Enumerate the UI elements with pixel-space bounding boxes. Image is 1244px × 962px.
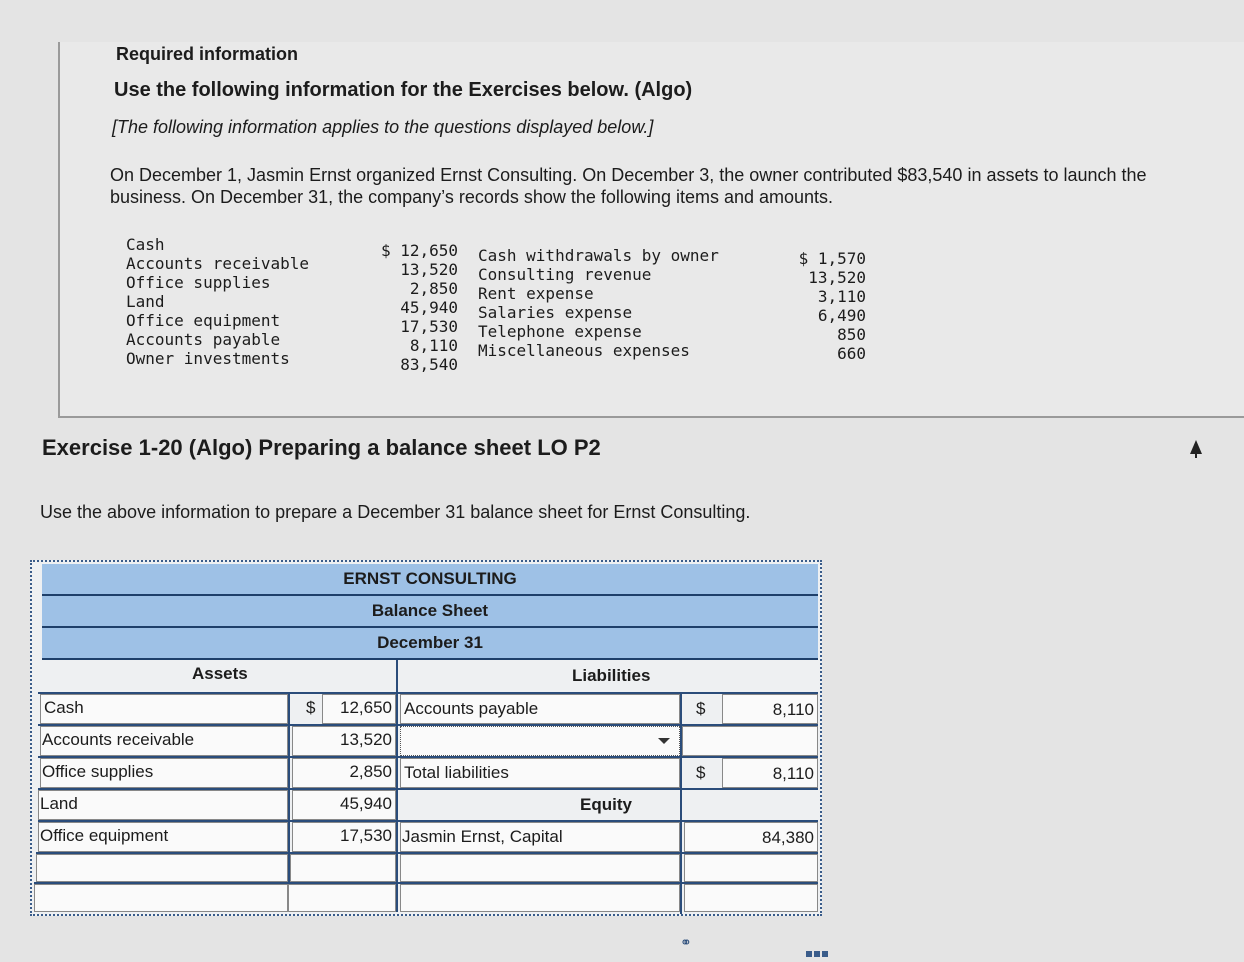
equity-value: 84,380 bbox=[762, 828, 814, 847]
item-label: Land bbox=[126, 292, 165, 311]
use-info-title: Use the following information for the Exercises below. (Algo) bbox=[114, 79, 693, 101]
balance-sheet bbox=[30, 560, 822, 916]
grid-icon[interactable] bbox=[806, 944, 830, 962]
equity-label: Jasmin Ernst, Capital bbox=[402, 827, 563, 846]
chevron-down-icon[interactable] bbox=[658, 738, 670, 744]
asset-value: 2,850 bbox=[349, 762, 392, 781]
liability-value: 8,110 bbox=[772, 700, 814, 719]
item-label: Cash bbox=[126, 235, 165, 254]
total-assets-value-input[interactable] bbox=[288, 884, 396, 912]
equity-value-input[interactable] bbox=[684, 854, 818, 882]
assets-heading: Assets bbox=[192, 664, 248, 683]
right-item-labels bbox=[478, 246, 719, 360]
item-value: 17,530 bbox=[400, 317, 458, 336]
item-label: Accounts payable bbox=[126, 330, 281, 349]
item-label: Telephone expense bbox=[478, 322, 642, 341]
exercise-title: Exercise 1-20 (Algo) Preparing a balance sheet LO P2 bbox=[42, 435, 601, 460]
item-value: 83,540 bbox=[400, 355, 458, 374]
item-value: 13,520 bbox=[400, 260, 458, 279]
dollar-sign: $ bbox=[306, 698, 316, 717]
asset-label: Office equipment bbox=[40, 826, 169, 845]
right-item-values bbox=[784, 249, 866, 363]
liability-value-input[interactable] bbox=[682, 726, 818, 756]
item-label: Cash withdrawals by owner bbox=[478, 246, 719, 265]
dollar-sign: $ bbox=[696, 763, 706, 782]
item-label: Office supplies bbox=[126, 273, 271, 292]
item-value: 2,850 bbox=[409, 279, 458, 298]
total-liabilities-value: 8,110 bbox=[772, 764, 814, 783]
item-label: Office equipment bbox=[126, 311, 281, 330]
navigation-bar bbox=[500, 930, 880, 960]
asset-label: Cash bbox=[44, 698, 84, 717]
item-value: $ 12,650 bbox=[380, 241, 458, 260]
mouse-cursor-icon bbox=[1190, 440, 1202, 454]
item-label: Salaries expense bbox=[478, 303, 633, 322]
asset-value: 13,520 bbox=[340, 730, 392, 749]
total-assets-label-input[interactable] bbox=[34, 884, 288, 912]
item-label: Consulting revenue bbox=[478, 265, 652, 284]
total-liab-equity-label-input[interactable] bbox=[400, 884, 680, 912]
statement-name: Balance Sheet bbox=[42, 596, 818, 628]
asset-label: Office supplies bbox=[42, 762, 154, 781]
statement-date: December 31 bbox=[42, 628, 818, 660]
divider bbox=[396, 660, 398, 912]
info-paragraph: On December 1, Jasmin Ernst organized Ernst Consulting. On December 3, the owner contributed $83,540 in assets to launch the business. On December 31, the company’s records show the following items and amounts. bbox=[110, 165, 1147, 207]
info-note: [The following information applies to the questions displayed below.] bbox=[112, 117, 654, 137]
item-value: 8,110 bbox=[409, 336, 458, 355]
asset-label-input[interactable] bbox=[36, 854, 288, 882]
equity-label-input[interactable] bbox=[400, 854, 680, 882]
item-label: Accounts receivable bbox=[126, 254, 310, 273]
item-label: Rent expense bbox=[478, 284, 594, 303]
total-liabilities-label-text: Total liabilities bbox=[404, 763, 509, 782]
total-liab-equity-value-input[interactable] bbox=[684, 884, 818, 912]
item-label: Owner investments bbox=[126, 349, 290, 368]
dollar-sign: $ bbox=[696, 699, 706, 718]
liability-label: Accounts payable bbox=[404, 699, 539, 718]
item-value: 6,490 bbox=[817, 306, 866, 325]
company-name: ERNST CONSULTING bbox=[42, 564, 818, 596]
item-value: 3,110 bbox=[817, 287, 866, 306]
liabilities-heading: Liabilities bbox=[572, 666, 651, 685]
link-icon[interactable]: ⚭ bbox=[680, 934, 692, 950]
item-value: 850 bbox=[837, 325, 866, 344]
equity-heading: Equity bbox=[580, 795, 632, 814]
asset-value: 17,530 bbox=[340, 826, 392, 845]
item-value: 45,940 bbox=[400, 298, 458, 317]
item-value: 13,520 bbox=[808, 268, 866, 287]
exercise-description: Use the above information to prepare a December 31 balance sheet for Ernst Consulting. bbox=[40, 502, 751, 522]
item-label: Miscellaneous expenses bbox=[478, 341, 690, 360]
asset-value: 12,650 bbox=[340, 698, 392, 717]
liability-select-dropdown[interactable] bbox=[400, 726, 680, 756]
left-item-labels bbox=[126, 235, 309, 368]
asset-label: Accounts receivable bbox=[42, 730, 195, 749]
item-value: 660 bbox=[837, 344, 866, 363]
left-item-values bbox=[376, 241, 458, 374]
asset-label: Land bbox=[40, 794, 78, 813]
required-info-title: Required information bbox=[116, 44, 299, 64]
asset-value: 45,940 bbox=[340, 794, 392, 813]
item-value: $ 1,570 bbox=[798, 249, 866, 268]
asset-value-input[interactable] bbox=[290, 854, 396, 882]
